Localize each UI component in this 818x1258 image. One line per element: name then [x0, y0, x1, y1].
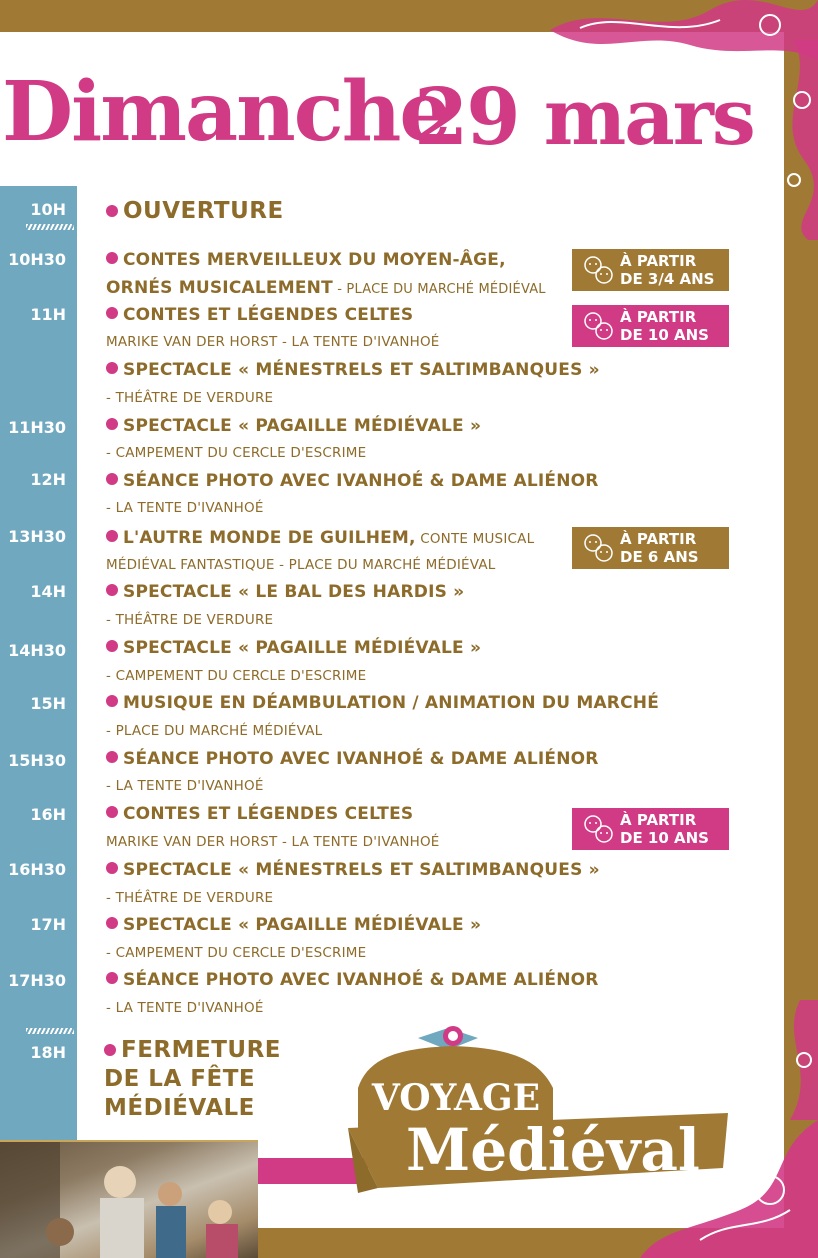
time-label: 15H30 — [8, 751, 66, 770]
event-location: - THÉÂTRE DE VERDURE — [106, 612, 274, 628]
time-label: 17H30 — [8, 971, 66, 990]
bullet-dot-icon — [106, 751, 118, 763]
age-badge: À PARTIR DE 3/4 ANS — [572, 249, 729, 291]
time-label: 11H — [30, 305, 66, 324]
bullet-dot-icon — [106, 205, 118, 217]
time-label: 11H30 — [8, 418, 66, 437]
time-label: 17H — [30, 915, 66, 934]
event-location: - CAMPEMENT DU CERCLE D'ESCRIME — [106, 445, 367, 461]
bullet-dot-icon — [106, 640, 118, 652]
bullet-dot-icon — [106, 806, 118, 818]
children-faces-icon — [580, 812, 616, 846]
event-title: CONTES ET LÉGENDES CELTES — [106, 804, 413, 824]
closing-event: FERMETURE DE LA FÊTE MÉDIÉVALE — [104, 1037, 282, 1121]
time-label: 10H30 — [8, 250, 66, 269]
event-title: CONTES MERVEILLEUX DU MOYEN-ÂGE, — [106, 250, 506, 270]
children-faces-icon — [580, 309, 616, 343]
event-detail: ORNÉS MUSICALEMENT - PLACE DU MARCHÉ MÉDIÉVAL — [106, 278, 546, 298]
children-faces-icon — [580, 531, 616, 565]
children-faces-icon — [580, 253, 616, 287]
page-title — [0, 50, 780, 170]
event-title: MUSIQUE EN DÉAMBULATION / ANIMATION DU MARCHÉ — [106, 693, 659, 713]
bullet-dot-icon — [106, 972, 118, 984]
age-badge: À PARTIR DE 6 ANS — [572, 527, 729, 569]
svg-text:VOYAGE: VOYAGE — [371, 1077, 541, 1119]
time-label: 10H — [30, 200, 66, 219]
event-title: SPECTACLE « PAGAILLE MÉDIÉVALE » — [106, 638, 481, 658]
hatch-divider-top — [26, 224, 74, 230]
svg-text:Médiéval: Médiéval — [406, 1116, 700, 1184]
time-label: 14H — [30, 582, 66, 601]
event-title: CONTES ET LÉGENDES CELTES — [106, 305, 413, 325]
event-title: SPECTACLE « MÉNESTRELS ET SALTIMBANQUES » — [106, 860, 600, 880]
time-column — [0, 186, 77, 1154]
bullet-dot-icon — [106, 473, 118, 485]
bullet-dot-icon — [106, 252, 118, 264]
time-label: 14H30 — [8, 641, 66, 660]
time-label: 12H — [30, 470, 66, 489]
bullet-dot-icon — [106, 418, 118, 430]
event-location: MARIKE VAN DER HORST - LA TENTE D'IVANHOÉ — [106, 834, 440, 850]
bullet-dot-icon — [106, 307, 118, 319]
bullet-dot-icon — [106, 362, 118, 374]
children-crafting-photo — [0, 1140, 258, 1258]
event-location: - LA TENTE D'IVANHOÉ — [106, 778, 264, 794]
event-location: - THÉÂTRE DE VERDURE — [106, 890, 274, 906]
bullet-dot-icon — [106, 584, 118, 596]
time-label: 16H30 — [8, 860, 66, 879]
event-location: - PLACE DU MARCHÉ MÉDIÉVAL — [106, 723, 323, 739]
event-location: MARIKE VAN DER HORST - LA TENTE D'IVANHOÉ — [106, 334, 440, 350]
event-title: SPECTACLE « PAGAILLE MÉDIÉVALE » — [106, 915, 481, 935]
event-location: - CAMPEMENT DU CERCLE D'ESCRIME — [106, 668, 367, 684]
bullet-dot-icon — [104, 1044, 116, 1056]
event-location: - LA TENTE D'IVANHOÉ — [106, 500, 264, 516]
bullet-dot-icon — [106, 530, 118, 542]
voyage-medieval-logo — [338, 1018, 738, 1203]
event-title: L'AUTRE MONDE DE GUILHEM, CONTE MUSICAL — [106, 528, 534, 548]
time-label: 13H30 — [8, 527, 66, 546]
event-location: MÉDIÉVAL FANTASTIQUE - PLACE DU MARCHÉ MÉDIÉVAL — [106, 557, 496, 573]
hatch-divider-bottom — [26, 1028, 74, 1034]
event-title: SPECTACLE « PAGAILLE MÉDIÉVALE » — [106, 416, 481, 436]
event-title: OUVERTURE — [106, 198, 284, 224]
event-title: SPECTACLE « LE BAL DES HARDIS » — [106, 582, 464, 602]
title-date: 29 mars — [414, 72, 754, 163]
event-title: SÉANCE PHOTO AVEC IVANHOÉ & DAME ALIÉNOR — [106, 471, 599, 491]
time-label: 16H — [30, 805, 66, 824]
bullet-dot-icon — [106, 917, 118, 929]
event-location: - THÉÂTRE DE VERDURE — [106, 390, 274, 406]
event-title: SÉANCE PHOTO AVEC IVANHOÉ & DAME ALIÉNOR — [106, 749, 599, 769]
bullet-dot-icon — [106, 695, 118, 707]
age-badge: À PARTIR DE 10 ANS — [572, 305, 729, 347]
photo-figures-icon — [0, 1142, 258, 1258]
age-badge: À PARTIR DE 10 ANS — [572, 808, 729, 850]
event-title: SÉANCE PHOTO AVEC IVANHOÉ & DAME ALIÉNOR — [106, 970, 599, 990]
bullet-dot-icon — [106, 862, 118, 874]
event-title: SPECTACLE « MÉNESTRELS ET SALTIMBANQUES » — [106, 360, 600, 380]
time-label: 18H — [30, 1043, 66, 1062]
title-day: Dimanche — [2, 64, 450, 160]
event-location: - LA TENTE D'IVANHOÉ — [106, 1000, 264, 1016]
time-label: 15H — [30, 694, 66, 713]
event-location: - CAMPEMENT DU CERCLE D'ESCRIME — [106, 945, 367, 961]
right-lower-ornament-icon — [760, 1000, 818, 1120]
